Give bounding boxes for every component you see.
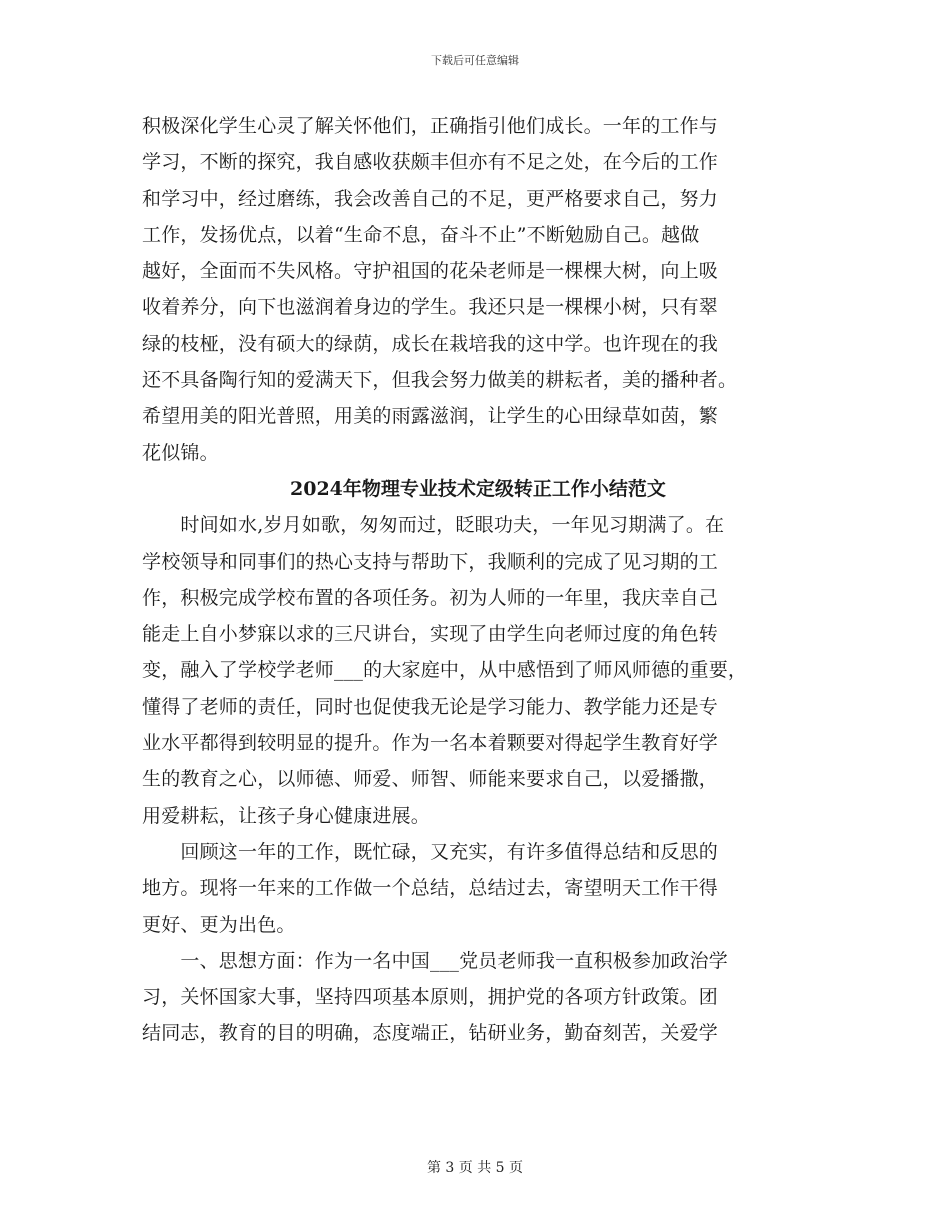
text-line: 能走上自小梦寐以求的三尺讲台，实现了由学生向老师过度的角色转 xyxy=(142,623,719,646)
text-line: 收着养分，向下也滋润着身边的学生。我还只是一棵棵小树，只有翠 xyxy=(142,296,719,319)
text-line: 习，关怀国家大事，坚持四项基本原则，拥护党的各项方针政策。团 xyxy=(142,986,719,1009)
text-line: 积极深化学生心灵了解关怀他们，正确指引他们成长。一年的工作与 xyxy=(142,115,719,137)
text-line: 回顾这一年的工作，既忙碌，又充实，有许多值得总结和反思的 xyxy=(142,840,719,863)
text-line: 懂得了老师的责任，同时也促使我无论是学习能力、教学能力还是专 xyxy=(142,695,719,718)
text-line: 一、思想方面：作为一名中国___党员老师我一直积极参加政治学 xyxy=(142,949,728,972)
text-line: 学校领导和同事们的热心支持与帮助下，我顺利的完成了见习期的工 xyxy=(142,550,719,573)
text-line: 业水平都得到较明显的提升。作为一名本着颗要对得起学生教育好学 xyxy=(142,732,719,755)
document-body xyxy=(142,108,814,1052)
text-line: 还不具备陶行知的爱满天下，但我会努力做美的耕耘者，美的播种者。 xyxy=(142,369,738,392)
text-line: 作，积极完成学校布置的各项任务。初为人师的一年里，我庆幸自己 xyxy=(142,586,719,609)
text-line: 更好、更为出色。 xyxy=(142,913,296,936)
text-line: 希望用美的阳光普照，用美的雨露滋润，让学生的心田绿草如茵，繁 xyxy=(142,405,719,428)
text-line: 时间如水,岁月如歌，匆匆而过，眨眼功夫，一年见习期满了。在 xyxy=(142,514,725,537)
paragraph-block-before xyxy=(142,108,814,471)
text-line: 生的教育之心，以师德、师爱、师智、师能来要求自己，以爱播撒， xyxy=(142,768,719,791)
text-line: 工作，发扬优点，以着“生命不息，奋斗不止”不断勉励自己。越做 xyxy=(142,223,700,246)
text-line: 地方。现将一年来的工作做一个总结，总结过去，寄望明天工作干得 xyxy=(142,877,719,900)
header-note: 下载后可任意编辑 xyxy=(431,54,519,67)
section-title: 2024年物理专业技术定级转正工作小结范文 xyxy=(290,477,666,500)
text-line: 学习，不断的探究，我自感收获颇丰但亦有不足之处，在今后的工作 xyxy=(142,151,719,174)
text-line: 和学习中，经过磨练，我会改善自己的不足，更严格要求自己，努力 xyxy=(142,187,719,210)
text-line: 越好，全面而不失风格。守护祖国的花朵老师是一棵棵大树，向上吸 xyxy=(142,260,719,283)
text-line: 变，融入了学校学老师___的大家庭中，从中感悟到了师风师德的重要， xyxy=(142,659,748,682)
text-line: 结同志，教育的目的明确，态度端正，钻研业务，勤奋刻苦，关爱学 xyxy=(142,1022,719,1045)
text-line: 用爱耕耘，让孩子身心健康进展。 xyxy=(142,804,431,827)
paragraph-block-after xyxy=(142,507,814,1051)
text-line: 绿的枝桠，没有硕大的绿荫，成长在栽培我的这中学。也许现在的我 xyxy=(142,332,719,355)
page-number: 第 3 页 共 5 页 xyxy=(426,1160,524,1176)
text-line: 花似锦。 xyxy=(142,441,219,464)
